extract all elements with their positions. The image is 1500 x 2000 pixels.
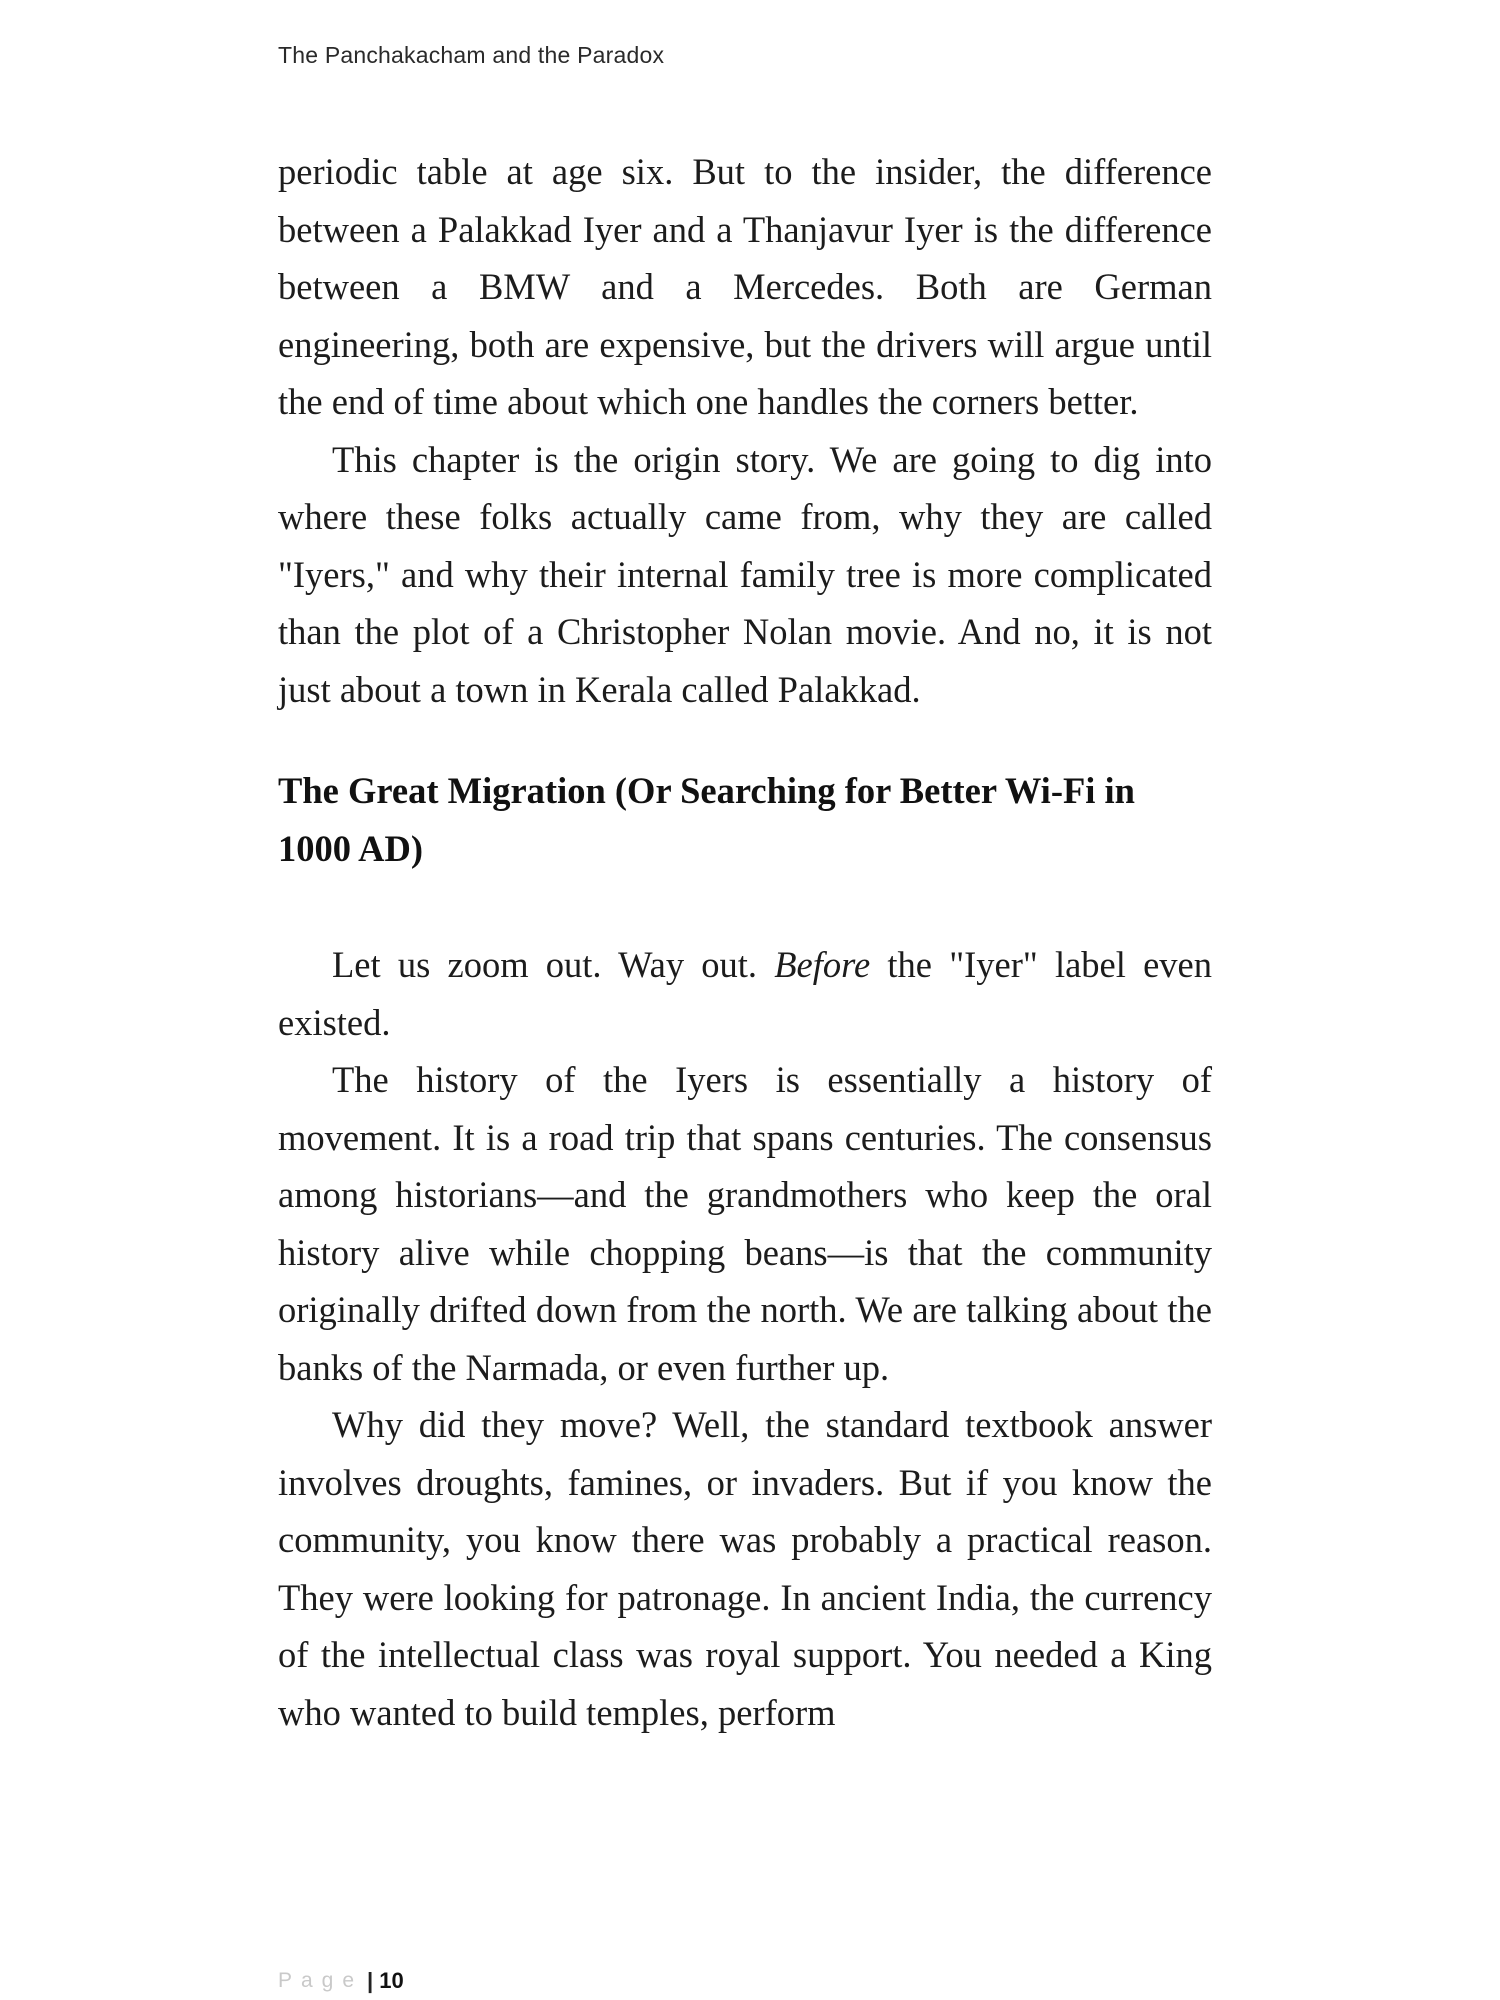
paragraph-zoom-out-end: the "Iyer" label even existed.	[278, 944, 1212, 1043]
paragraph-zoom-out-start: Let us zoom out. Way out.	[332, 944, 775, 985]
page-body	[278, 143, 1212, 1741]
paragraph-continued: periodic table at age six. But to the insider, the difference between a Palakkad Iyer and a Thanjavur Iyer is the difference between a BMW and a Mercedes. Both are German engineering, both are expensive, but the drivers will argue until the end of time about which one handles the corners better.	[278, 151, 1212, 422]
paragraph-history: The history of the Iyers is essentially a history of movement. It is a road trip that spans centuries. The consensus among historians—and the grandmothers who keep the oral history alive while chopping beans—is that the community originally drifted down from the north. We are talking about the banks of the Narmada, or even further up.	[278, 1059, 1212, 1388]
paragraph-zoom-out	[278, 936, 1212, 1051]
paragraph-origin-story: This chapter is the origin story. We are going to dig into where these folks actually came from, why they are called "Iyers," and why their internal family tree is more complicated than the plot of a Christopher Nolan movie. And no, it is not just about a town in Kerala called Palakkad.	[278, 438, 1212, 710]
page-label: Page	[278, 1969, 364, 1992]
page-footer	[278, 1968, 404, 1994]
running-header: The Panchakacham and the Paradox	[278, 42, 665, 68]
paragraph-why-move: Why did they move? Well, the standard textbook answer involves droughts, famines, or invaders. But if you know the community, you know there was probably a practical reason. They were looking for patronage. In ancient India, the currency of the intellectual class was royal support. You needed a King who wanted to build temples, perform	[278, 1404, 1212, 1733]
section-heading: The Great Migration (Or Searching for Better Wi-Fi in 1000 AD)	[278, 770, 1135, 869]
page-number: 10	[379, 1968, 404, 1993]
emphasis-before: Before	[774, 944, 871, 985]
footer-separator: |	[367, 1968, 374, 1993]
